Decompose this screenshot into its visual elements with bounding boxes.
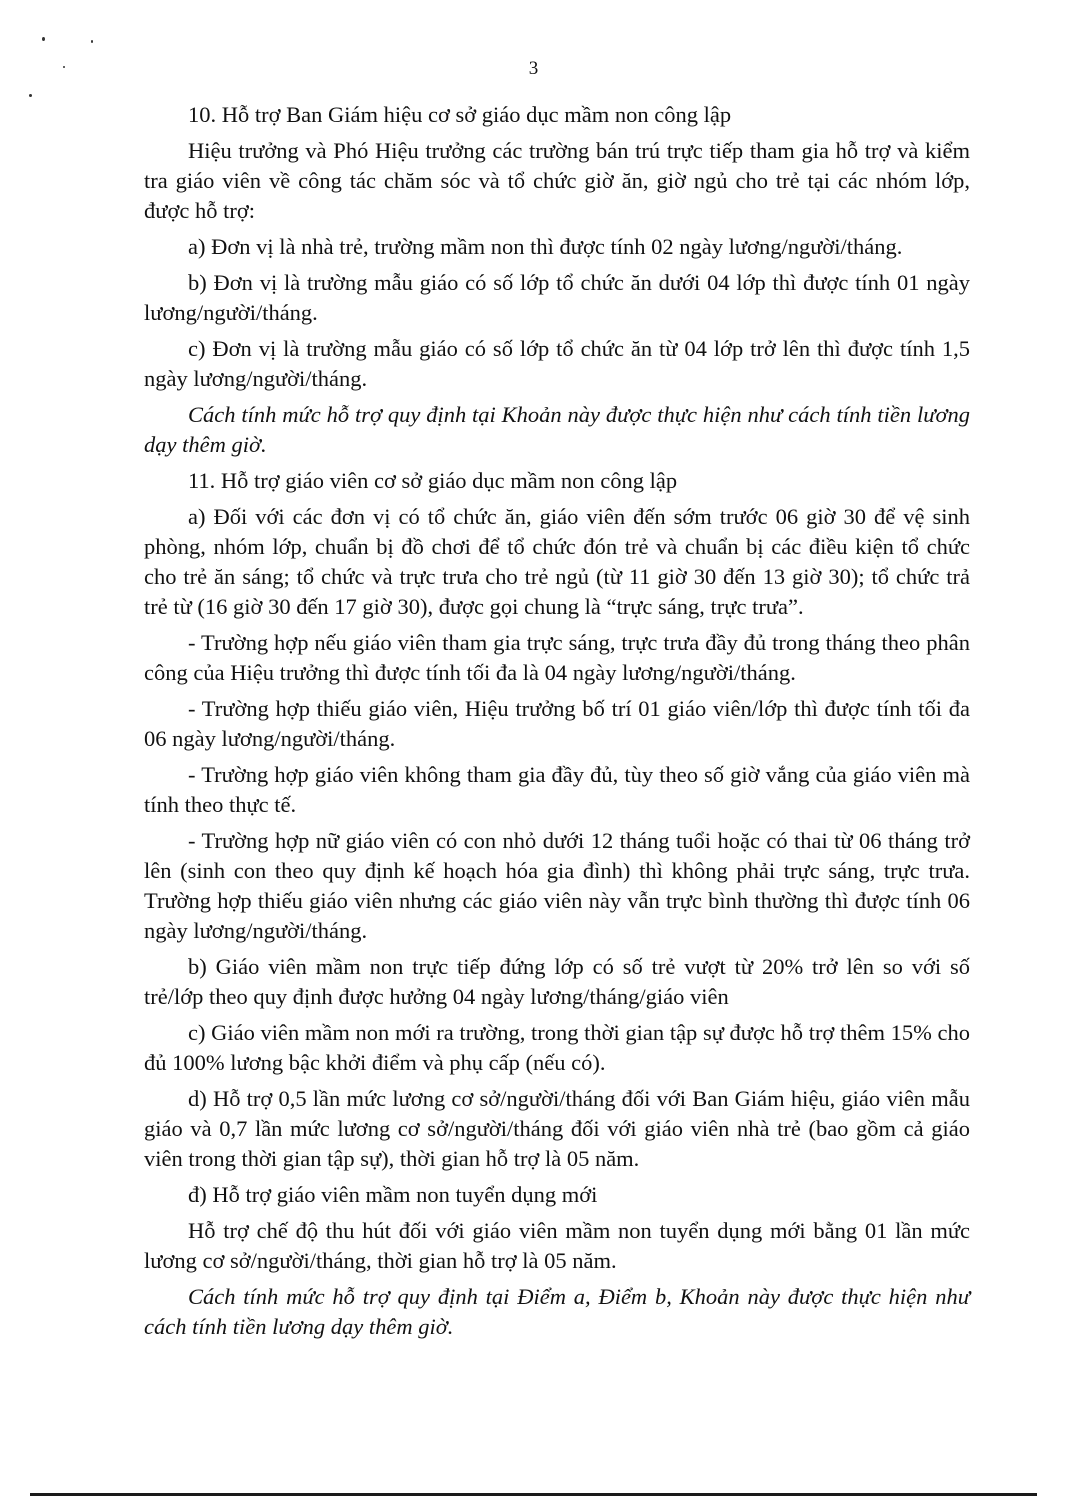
para-11-a-4: - Trường hợp nữ giáo viên có con nhỏ dưới 12 tháng tuổi hoặc có thai từ 06 tháng trở lên (sinh con theo quy định kế hoạch hóa gia đình) thì không phải trực sáng, trực trưa. Trường hợp thiếu giáo viên nhưng các giáo viên này vẫn trực bình thường thì được tính 06 ngày lương/người/tháng. xyxy=(144,828,970,943)
para-10-a: a) Đơn vị là nhà trẻ, trường mầm non thì được tính 02 ngày lương/người/tháng. xyxy=(188,234,903,259)
para-11-d: d) Hỗ trợ 0,5 lần mức lương cơ sở/người/tháng đối với Ban Giám hiệu, giáo viên mẫu giáo và 0,7 lần mức lương cơ sở/người/tháng đối với giáo viên nhà trẻ (bao gồm cả giáo viên trong thời gian tập sự), thời gian hỗ trợ là 05 năm. xyxy=(144,1086,970,1171)
heading-10: 10. Hỗ trợ Ban Giám hiệu cơ sở giáo dục mầm non công lập xyxy=(188,102,732,127)
scan-speck xyxy=(29,94,32,97)
heading-11: 11. Hỗ trợ giáo viên cơ sở giáo dục mầm non công lập xyxy=(188,468,678,493)
para-10-c: c) Đơn vị là trường mẫu giáo có số lớp tổ chức ăn từ 04 lớp trở lên thì được tính 1,5 ngày lương/người/tháng. xyxy=(144,336,970,391)
page-number: 3 xyxy=(528,58,539,79)
para-11-a-2: - Trường hợp thiếu giáo viên, Hiệu trưởng bố trí 01 giáo viên/lớp thì được tính tối đa 06 ngày lương/người/tháng. xyxy=(144,696,970,751)
para-11-dd: đ) Hỗ trợ giáo viên mầm non tuyển dụng mới xyxy=(188,1182,598,1207)
footer-rule xyxy=(30,1493,1037,1496)
para-11-a: a) Đối với các đơn vị có tổ chức ăn, giáo viên đến sớm trước 06 giờ 30 để vệ sinh phòng, nhóm lớp, chuẩn bị đồ chơi để tổ chức đón trẻ và chuẩn bị các điều kiện tổ chức cho trẻ ăn sáng; tổ chức và trực trưa cho trẻ ngủ (từ 11 giờ 30 đến 13 giờ 30); tổ chức trả trẻ từ (16 giờ 30 đến 17 giờ 30), được gọi chung là “trực sáng, trực trưa”. xyxy=(144,504,970,619)
para-10-note: Cách tính mức hỗ trợ quy định tại Khoản này được thực hiện như cách tính tiền lương dạy thêm giờ. xyxy=(144,402,970,457)
para-11-note: Cách tính mức hỗ trợ quy định tại Điểm a, Điểm b, Khoản này được thực hiện như cách tính tiền lương dạy thêm giờ. xyxy=(144,1284,970,1339)
para-11-b: b) Giáo viên mầm non trực tiếp đứng lớp có số trẻ vượt từ 20% trở lên so với số trẻ/lớp theo quy định được hưởng 04 ngày lương/tháng/giáo viên xyxy=(144,954,970,1009)
document-body xyxy=(144,100,970,1348)
para-11-c: c) Giáo viên mầm non mới ra trường, trong thời gian tập sự được hỗ trợ thêm 15% cho đủ 100% lương bậc khởi điểm và phụ cấp (nếu có). xyxy=(144,1020,970,1075)
para-11-a-3: - Trường hợp giáo viên không tham gia đầy đủ, tùy theo số giờ vắng của giáo viên mà tính theo thực tế. xyxy=(144,762,970,817)
para-10-intro: Hiệu trưởng và Phó Hiệu trưởng các trường bán trú trực tiếp tham gia hỗ trợ và kiểm tra giáo viên về công tác chăm sóc và tổ chức giờ ăn, giờ ngủ cho trẻ tại các nhóm lớp, được hỗ trợ: xyxy=(144,138,970,223)
scan-speck xyxy=(91,40,93,43)
para-10-b: b) Đơn vị là trường mẫu giáo có số lớp tổ chức ăn dưới 04 lớp thì được tính 01 ngày lương/người/tháng. xyxy=(144,270,970,325)
para-11-a-1: - Trường hợp nếu giáo viên tham gia trực sáng, trực trưa đầy đủ trong tháng theo phân công của Hiệu trưởng thì được tính tối đa là 04 ngày lương/người/tháng. xyxy=(144,630,970,685)
para-11-dd-body: Hỗ trợ chế độ thu hút đối với giáo viên mầm non tuyển dụng mới bằng 01 lần mức lương cơ sở/người/tháng, thời gian hỗ trợ là 05 năm. xyxy=(144,1218,970,1273)
scan-speck xyxy=(42,37,45,41)
